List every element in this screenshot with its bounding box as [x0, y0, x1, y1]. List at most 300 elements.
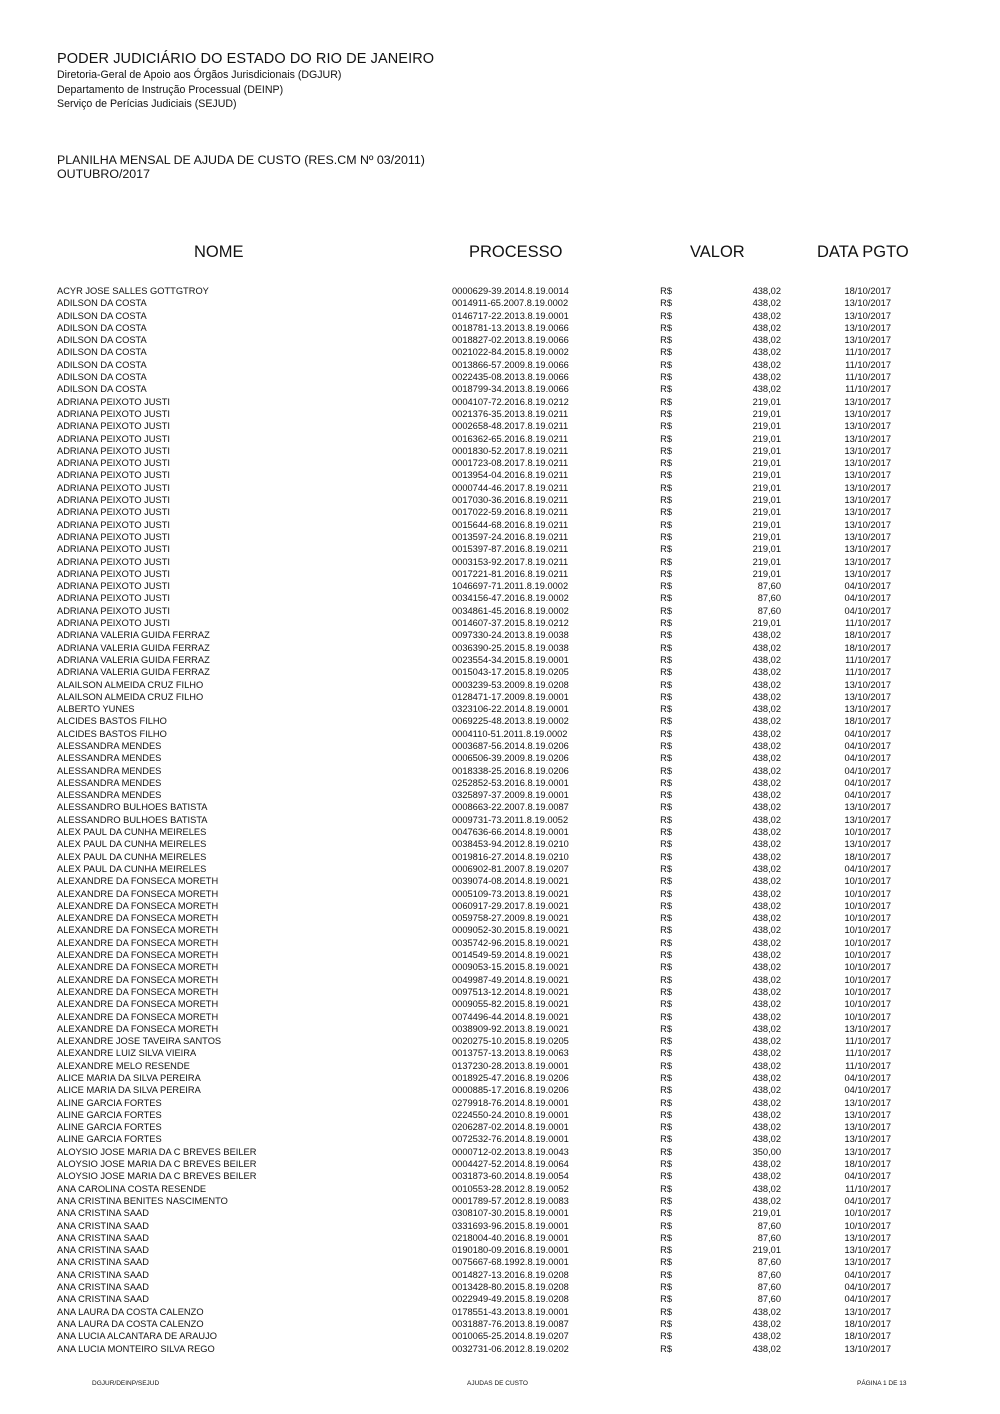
- row-data-pgto: 13/10/2017: [844, 679, 891, 690]
- row-valor: 438,02: [752, 790, 781, 801]
- row-currency: R$: [660, 962, 672, 973]
- row-data-pgto: 13/10/2017: [844, 433, 891, 444]
- row-processo: 0001830-52.2017.8.19.0211: [452, 445, 569, 456]
- row-data-pgto: 10/10/2017: [844, 974, 891, 985]
- row-data-pgto: 04/10/2017: [844, 1085, 891, 1096]
- row-valor: 438,02: [752, 728, 781, 739]
- row-nome: ADRIANA VALERIA GUIDA FERRAZ: [57, 642, 210, 653]
- row-processo: 0010065-25.2014.8.19.0207: [452, 1331, 569, 1342]
- table-row: [0, 383, 1000, 395]
- row-processo: 0000885-17.2016.8.19.0206: [452, 1085, 569, 1096]
- row-valor: 438,02: [752, 704, 781, 715]
- row-valor: 350,00: [752, 1146, 781, 1157]
- row-nome: ALBERTO YUNES: [57, 704, 135, 715]
- row-valor: 219,01: [752, 495, 781, 506]
- row-processo: 0034861-45.2016.8.19.0002: [452, 605, 569, 616]
- row-data-pgto: 13/10/2017: [844, 322, 891, 333]
- row-valor: 438,02: [752, 1048, 781, 1059]
- row-currency: R$: [660, 913, 672, 924]
- table-row: [0, 986, 1000, 998]
- row-nome: ADRIANA PEIXOTO JUSTI: [57, 531, 170, 542]
- row-currency: R$: [660, 814, 672, 825]
- row-currency: R$: [660, 1122, 672, 1133]
- row-processo: 0049987-49.2014.8.19.0021: [452, 974, 569, 985]
- row-currency: R$: [660, 827, 672, 838]
- row-processo: 0022435-08.2013.8.19.0066: [452, 372, 569, 383]
- table-row: [0, 371, 1000, 383]
- row-processo: 0009731-73.2011.8.19.0052: [452, 814, 569, 825]
- row-currency: R$: [660, 1036, 672, 1047]
- row-valor: 438,02: [752, 630, 781, 641]
- footer-page: PÁGINA 1 DE 13: [857, 1380, 907, 1387]
- row-data-pgto: 10/10/2017: [844, 925, 891, 936]
- row-valor: 438,02: [752, 888, 781, 899]
- table-row: [0, 445, 1000, 457]
- row-nome: ALEXANDRE DA FONSECA MORETH: [57, 1023, 219, 1034]
- row-nome: ANA CRISTINA BENITES NASCIMENTO: [57, 1195, 228, 1206]
- row-currency: R$: [660, 298, 672, 309]
- row-nome: ALEXANDRE DA FONSECA MORETH: [57, 999, 219, 1010]
- table-row: [0, 1183, 1000, 1195]
- row-processo: 0009055-82.2015.8.19.0021: [452, 999, 569, 1010]
- row-nome: ADRIANA PEIXOTO JUSTI: [57, 507, 170, 518]
- row-data-pgto: 04/10/2017: [844, 777, 891, 788]
- row-currency: R$: [660, 458, 672, 469]
- row-data-pgto: 11/10/2017: [845, 618, 891, 629]
- row-nome: ADRIANA PEIXOTO JUSTI: [57, 581, 170, 592]
- row-processo: 0178551-43.2013.8.19.0001: [452, 1306, 569, 1317]
- table-row: [0, 715, 1000, 727]
- row-nome: ALEX PAUL DA CUNHA MEIRELES: [57, 827, 207, 838]
- row-data-pgto: 13/10/2017: [844, 396, 891, 407]
- row-valor: 438,02: [752, 1109, 781, 1120]
- row-nome: ADRIANA PEIXOTO JUSTI: [57, 421, 170, 432]
- row-data-pgto: 13/10/2017: [844, 691, 891, 702]
- row-processo: 0013954-04.2016.8.19.0211: [452, 470, 569, 481]
- column-header-nome: NOME: [194, 243, 244, 261]
- table-row: [0, 285, 1000, 297]
- table-row: [0, 605, 1000, 617]
- row-processo: 0000744-46.2017.8.19.0211: [452, 482, 569, 493]
- row-currency: R$: [660, 1269, 672, 1280]
- table-row: [0, 1084, 1000, 1096]
- row-currency: R$: [660, 986, 672, 997]
- table-row: [0, 1133, 1000, 1145]
- row-currency: R$: [660, 863, 672, 874]
- table-row: [0, 691, 1000, 703]
- table-row: [0, 900, 1000, 912]
- row-currency: R$: [660, 286, 672, 296]
- row-nome: ADRIANA PEIXOTO JUSTI: [57, 458, 170, 469]
- column-header-processo: PROCESSO: [469, 243, 563, 261]
- row-valor: 438,02: [752, 1343, 781, 1354]
- row-processo: 0000712-02.2013.8.19.0043: [452, 1146, 569, 1157]
- row-valor: 219,01: [752, 445, 781, 456]
- table-row: [0, 482, 1000, 494]
- row-valor: 87,60: [757, 1257, 781, 1268]
- row-nome: ADRIANA PEIXOTO JUSTI: [57, 556, 170, 567]
- column-header-valor: VALOR: [690, 243, 745, 261]
- row-currency: R$: [660, 1073, 672, 1083]
- row-nome: ANA LUCIA MONTEIRO SILVA REGO: [57, 1343, 215, 1354]
- row-currency: R$: [660, 1109, 672, 1120]
- row-processo: 0017221-81.2016.8.19.0211: [452, 568, 569, 579]
- row-valor: 219,01: [752, 519, 781, 530]
- row-data-pgto: 13/10/2017: [844, 408, 891, 419]
- row-valor: 438,02: [752, 384, 781, 395]
- row-processo: 0013757-13.2013.8.19.0063: [452, 1048, 569, 1059]
- row-nome: ANA LAURA DA COSTA CALENZO: [57, 1306, 204, 1317]
- row-currency: R$: [660, 482, 672, 493]
- row-processo: 0034156-47.2016.8.19.0002: [452, 593, 569, 604]
- row-data-pgto: 13/10/2017: [844, 839, 891, 850]
- table-row: [0, 359, 1000, 371]
- header-line-deinp: Departamento de Instrução Processual (DEINP): [57, 83, 284, 96]
- row-nome: ALEXANDRE DA FONSECA MORETH: [57, 900, 219, 911]
- row-currency: R$: [660, 667, 672, 678]
- row-processo: 0128471-17.2009.8.19.0001: [452, 691, 569, 702]
- row-data-pgto: 13/10/2017: [844, 458, 891, 469]
- row-processo: 0072532-76.2014.8.19.0001: [452, 1134, 569, 1145]
- table-row: [0, 863, 1000, 875]
- row-currency: R$: [660, 568, 672, 579]
- row-processo: 0002658-48.2017.8.19.0211: [452, 421, 569, 432]
- row-processo: 0014827-13.2016.8.19.0208: [452, 1269, 569, 1280]
- row-valor: 438,02: [752, 347, 781, 358]
- row-currency: R$: [660, 1171, 672, 1182]
- row-currency: R$: [660, 716, 672, 727]
- row-valor: 438,02: [752, 827, 781, 838]
- row-currency: R$: [660, 1097, 672, 1108]
- row-processo: 0013597-24.2016.8.19.0211: [452, 531, 569, 542]
- row-valor: 438,02: [752, 765, 781, 776]
- row-data-pgto: 10/10/2017: [844, 888, 891, 899]
- row-valor: 219,01: [752, 556, 781, 567]
- row-data-pgto: 11/10/2017: [845, 347, 891, 358]
- row-nome: ALINE GARCIA FORTES: [57, 1109, 162, 1120]
- row-currency: R$: [660, 728, 672, 739]
- row-valor: 438,02: [752, 1036, 781, 1047]
- row-data-pgto: 04/10/2017: [844, 790, 891, 801]
- row-processo: 0000629-39.2014.8.19.0014: [452, 286, 569, 296]
- row-currency: R$: [660, 999, 672, 1010]
- row-currency: R$: [660, 1023, 672, 1034]
- table-row: [0, 469, 1000, 481]
- row-currency: R$: [660, 740, 672, 751]
- row-data-pgto: 13/10/2017: [844, 335, 891, 346]
- row-currency: R$: [660, 384, 672, 395]
- row-currency: R$: [660, 925, 672, 936]
- row-currency: R$: [660, 654, 672, 665]
- row-nome: ALESSANDRA MENDES: [57, 790, 162, 801]
- row-nome: ADRIANA PEIXOTO JUSTI: [57, 470, 170, 481]
- table-row: [0, 1306, 1000, 1318]
- row-data-pgto: 04/10/2017: [844, 1171, 891, 1182]
- footer-left: DGJUR/DEINP/SEJUD: [92, 1380, 160, 1387]
- row-processo: 0036390-25.2015.8.19.0038: [452, 642, 569, 653]
- row-processo: 0006902-81.2007.8.19.0207: [452, 863, 569, 874]
- row-currency: R$: [660, 1257, 672, 1268]
- row-currency: R$: [660, 470, 672, 481]
- row-currency: R$: [660, 408, 672, 419]
- row-nome: ACYR JOSE SALLES GOTTGTROY: [57, 286, 209, 296]
- table-row: [0, 654, 1000, 666]
- row-data-pgto: 13/10/2017: [844, 298, 891, 309]
- row-valor: 438,02: [752, 298, 781, 309]
- row-valor: 438,02: [752, 962, 781, 973]
- row-currency: R$: [660, 396, 672, 407]
- table-row: [0, 1072, 1000, 1084]
- row-processo: 0325897-37.2009.8.19.0001: [452, 790, 569, 801]
- row-data-pgto: 13/10/2017: [844, 544, 891, 555]
- row-processo: 0018799-34.2013.8.19.0066: [452, 384, 569, 395]
- row-processo: 0218004-40.2016.8.19.0001: [452, 1232, 569, 1243]
- row-valor: 438,02: [752, 1318, 781, 1329]
- row-processo: 0279918-76.2014.8.19.0001: [452, 1097, 569, 1108]
- table-row: [0, 297, 1000, 309]
- row-nome: ALESSANDRO BULHOES BATISTA: [57, 814, 208, 825]
- row-nome: ADRIANA PEIXOTO JUSTI: [57, 495, 170, 506]
- table-row: [0, 1011, 1000, 1023]
- row-nome: ALESSANDRO BULHOES BATISTA: [57, 802, 208, 813]
- row-currency: R$: [660, 1011, 672, 1022]
- row-data-pgto: 18/10/2017: [844, 1331, 891, 1342]
- row-currency: R$: [660, 421, 672, 432]
- row-valor: 438,02: [752, 642, 781, 653]
- row-currency: R$: [660, 593, 672, 604]
- row-currency: R$: [660, 851, 672, 862]
- table-row: [0, 1035, 1000, 1047]
- court-title: PODER JUDICIÁRIO DO ESTADO DO RIO DE JANEIRO: [57, 51, 435, 67]
- row-data-pgto: 13/10/2017: [844, 531, 891, 542]
- row-nome: ALEXANDRE DA FONSECA MORETH: [57, 937, 219, 948]
- row-currency: R$: [660, 310, 672, 321]
- row-processo: 0039074-08.2014.8.19.0021: [452, 876, 569, 887]
- row-valor: 438,02: [752, 691, 781, 702]
- row-nome: ANA CRISTINA SAAD: [57, 1232, 149, 1243]
- table-row: [0, 1060, 1000, 1072]
- row-processo: 0003153-92.2017.8.19.0211: [452, 556, 569, 567]
- row-data-pgto: 10/10/2017: [844, 900, 891, 911]
- table-row: [0, 322, 1000, 334]
- table-row: [0, 1170, 1000, 1182]
- row-valor: 438,02: [752, 913, 781, 924]
- row-nome: ALAILSON ALMEIDA CRUZ FILHO: [57, 691, 204, 702]
- row-processo: 0017030-36.2016.8.19.0211: [452, 495, 569, 506]
- row-nome: ADRIANA VALERIA GUIDA FERRAZ: [57, 654, 210, 665]
- table-row: [0, 1330, 1000, 1342]
- row-currency: R$: [660, 322, 672, 333]
- row-valor: 438,02: [752, 851, 781, 862]
- row-processo: 0003239-53.2009.8.19.0208: [452, 679, 569, 690]
- planilha-month: OUTUBRO/2017: [57, 167, 150, 181]
- row-valor: 219,01: [752, 408, 781, 419]
- row-valor: 219,01: [752, 618, 781, 629]
- row-valor: 438,02: [752, 1060, 781, 1071]
- row-nome: ANA CAROLINA COSTA RESENDE: [57, 1183, 207, 1194]
- row-data-pgto: 11/10/2017: [845, 667, 891, 678]
- table-row: [0, 740, 1000, 752]
- row-processo: 0190180-09.2016.8.19.0001: [452, 1245, 569, 1256]
- table-row: [0, 642, 1000, 654]
- row-nome: ANA CRISTINA SAAD: [57, 1208, 149, 1219]
- table-row: [0, 998, 1000, 1010]
- row-nome: ALOYSIO JOSE MARIA DA C BREVES BEILER: [57, 1171, 257, 1182]
- row-nome: ALOYSIO JOSE MARIA DA C BREVES BEILER: [57, 1159, 257, 1170]
- row-data-pgto: 04/10/2017: [844, 581, 891, 592]
- row-data-pgto: 04/10/2017: [844, 1269, 891, 1280]
- table-row: [0, 408, 1000, 420]
- table-row: [0, 838, 1000, 850]
- row-nome: ALAILSON ALMEIDA CRUZ FILHO: [57, 679, 204, 690]
- table-row: [0, 888, 1000, 900]
- row-currency: R$: [660, 1245, 672, 1256]
- row-valor: 438,02: [752, 679, 781, 690]
- row-nome: ALEXANDRE DA FONSECA MORETH: [57, 876, 219, 887]
- row-valor: 438,02: [752, 335, 781, 346]
- row-valor: 87,60: [757, 1232, 781, 1243]
- row-data-pgto: 13/10/2017: [844, 421, 891, 432]
- row-data-pgto: 10/10/2017: [844, 999, 891, 1010]
- row-processo: 0013866-57.2009.8.19.0066: [452, 359, 569, 370]
- row-valor: 438,02: [752, 753, 781, 764]
- row-data-pgto: 04/10/2017: [844, 1073, 891, 1083]
- row-valor: 87,60: [757, 1282, 781, 1293]
- row-currency: R$: [660, 802, 672, 813]
- row-processo: 0137230-28.2013.8.19.0001: [452, 1060, 569, 1071]
- row-data-pgto: 13/10/2017: [844, 470, 891, 481]
- row-currency: R$: [660, 1146, 672, 1157]
- row-nome: ALEXANDRE MELO RESENDE: [57, 1060, 190, 1071]
- table-row: [0, 752, 1000, 764]
- row-data-pgto: 13/10/2017: [844, 1257, 891, 1268]
- row-data-pgto: 18/10/2017: [844, 851, 891, 862]
- row-valor: 438,02: [752, 1331, 781, 1342]
- row-processo: 0069225-48.2013.8.19.0002: [452, 716, 569, 727]
- row-valor: 87,60: [757, 1269, 781, 1280]
- row-data-pgto: 13/10/2017: [844, 1097, 891, 1108]
- row-nome: ALINE GARCIA FORTES: [57, 1122, 162, 1133]
- row-valor: 438,02: [752, 322, 781, 333]
- table-row: [0, 789, 1000, 801]
- table-row: [0, 1293, 1000, 1305]
- table-row: [0, 924, 1000, 936]
- row-nome: ADRIANA PEIXOTO JUSTI: [57, 519, 170, 530]
- table-row: [0, 777, 1000, 789]
- row-nome: ALCIDES BASTOS FILHO: [57, 728, 167, 739]
- payment-table: [0, 285, 1000, 1355]
- table-row: [0, 826, 1000, 838]
- row-valor: 87,60: [757, 581, 781, 592]
- row-valor: 438,02: [752, 740, 781, 751]
- row-data-pgto: 10/10/2017: [844, 1220, 891, 1231]
- row-nome: ADILSON DA COSTA: [57, 298, 147, 309]
- row-data-pgto: 10/10/2017: [844, 1208, 891, 1219]
- row-currency: R$: [660, 618, 672, 629]
- row-valor: 438,02: [752, 900, 781, 911]
- row-data-pgto: 13/10/2017: [844, 568, 891, 579]
- row-nome: ADRIANA PEIXOTO JUSTI: [57, 593, 170, 604]
- row-currency: R$: [660, 495, 672, 506]
- row-processo: 0003687-56.2014.8.19.0206: [452, 740, 569, 751]
- row-currency: R$: [660, 1294, 672, 1305]
- row-data-pgto: 11/10/2017: [845, 384, 891, 395]
- row-data-pgto: 04/10/2017: [844, 1195, 891, 1206]
- row-processo: 0021022-84.2015.8.19.0002: [452, 347, 569, 358]
- table-row: [0, 1207, 1000, 1219]
- row-valor: 438,02: [752, 1159, 781, 1170]
- row-currency: R$: [660, 1159, 672, 1170]
- row-valor: 438,02: [752, 986, 781, 997]
- row-currency: R$: [660, 605, 672, 616]
- row-nome: ANA CRISTINA SAAD: [57, 1269, 149, 1280]
- row-valor: 438,02: [752, 359, 781, 370]
- row-processo: 0001723-08.2017.8.19.0211: [452, 458, 569, 469]
- row-nome: ANA CRISTINA SAAD: [57, 1294, 149, 1305]
- row-nome: ALINE GARCIA FORTES: [57, 1134, 162, 1145]
- row-currency: R$: [660, 1048, 672, 1059]
- row-nome: ALEXANDRE JOSE TAVEIRA SANTOS: [57, 1036, 222, 1047]
- planilha-heading: [57, 153, 425, 181]
- row-data-pgto: 13/10/2017: [844, 1343, 891, 1354]
- row-valor: 438,02: [752, 1134, 781, 1145]
- row-currency: R$: [660, 704, 672, 715]
- row-processo: 0009053-15.2015.8.19.0021: [452, 962, 569, 973]
- row-processo: 0018338-25.2016.8.19.0206: [452, 765, 569, 776]
- table-row: [0, 334, 1000, 346]
- table-row: [0, 1244, 1000, 1256]
- row-nome: ALICE MARIA DA SILVA PEREIRA: [57, 1085, 201, 1096]
- table-row: [0, 875, 1000, 887]
- row-processo: 0323106-22.2014.8.19.0001: [452, 704, 569, 715]
- table-row: [0, 1047, 1000, 1059]
- row-valor: 219,01: [752, 458, 781, 469]
- table-row: [0, 728, 1000, 740]
- row-valor: 219,01: [752, 531, 781, 542]
- row-data-pgto: 13/10/2017: [844, 1134, 891, 1145]
- row-nome: ADRIANA PEIXOTO JUSTI: [57, 618, 170, 629]
- row-processo: 0008663-22.2007.8.19.0087: [452, 802, 569, 813]
- row-processo: 0331693-96.2015.8.19.0001: [452, 1220, 569, 1231]
- row-data-pgto: 04/10/2017: [844, 728, 891, 739]
- row-currency: R$: [660, 691, 672, 702]
- row-valor: 438,02: [752, 814, 781, 825]
- row-nome: ALEX PAUL DA CUNHA MEIRELES: [57, 839, 207, 850]
- row-valor: 219,01: [752, 544, 781, 555]
- table-row: [0, 814, 1000, 826]
- table-row: [0, 974, 1000, 986]
- row-nome: ALOYSIO JOSE MARIA DA C BREVES BEILER: [57, 1146, 257, 1157]
- row-processo: 0038909-92.2013.8.19.0021: [452, 1023, 569, 1034]
- table-row: [0, 703, 1000, 715]
- row-currency: R$: [660, 642, 672, 653]
- row-data-pgto: 13/10/2017: [844, 556, 891, 567]
- row-data-pgto: 11/10/2017: [845, 1183, 891, 1194]
- table-row: [0, 568, 1000, 580]
- table-row: [0, 1195, 1000, 1207]
- row-currency: R$: [660, 1318, 672, 1329]
- column-header-data-pgto: DATA PGTO: [817, 243, 909, 261]
- row-data-pgto: 04/10/2017: [844, 605, 891, 616]
- table-row: [0, 851, 1000, 863]
- row-currency: R$: [660, 445, 672, 456]
- table-row: [0, 1121, 1000, 1133]
- row-nome: ADRIANA VALERIA GUIDA FERRAZ: [57, 667, 210, 678]
- row-data-pgto: 13/10/2017: [844, 1245, 891, 1256]
- row-currency: R$: [660, 974, 672, 985]
- row-valor: 438,02: [752, 716, 781, 727]
- row-data-pgto: 13/10/2017: [844, 310, 891, 321]
